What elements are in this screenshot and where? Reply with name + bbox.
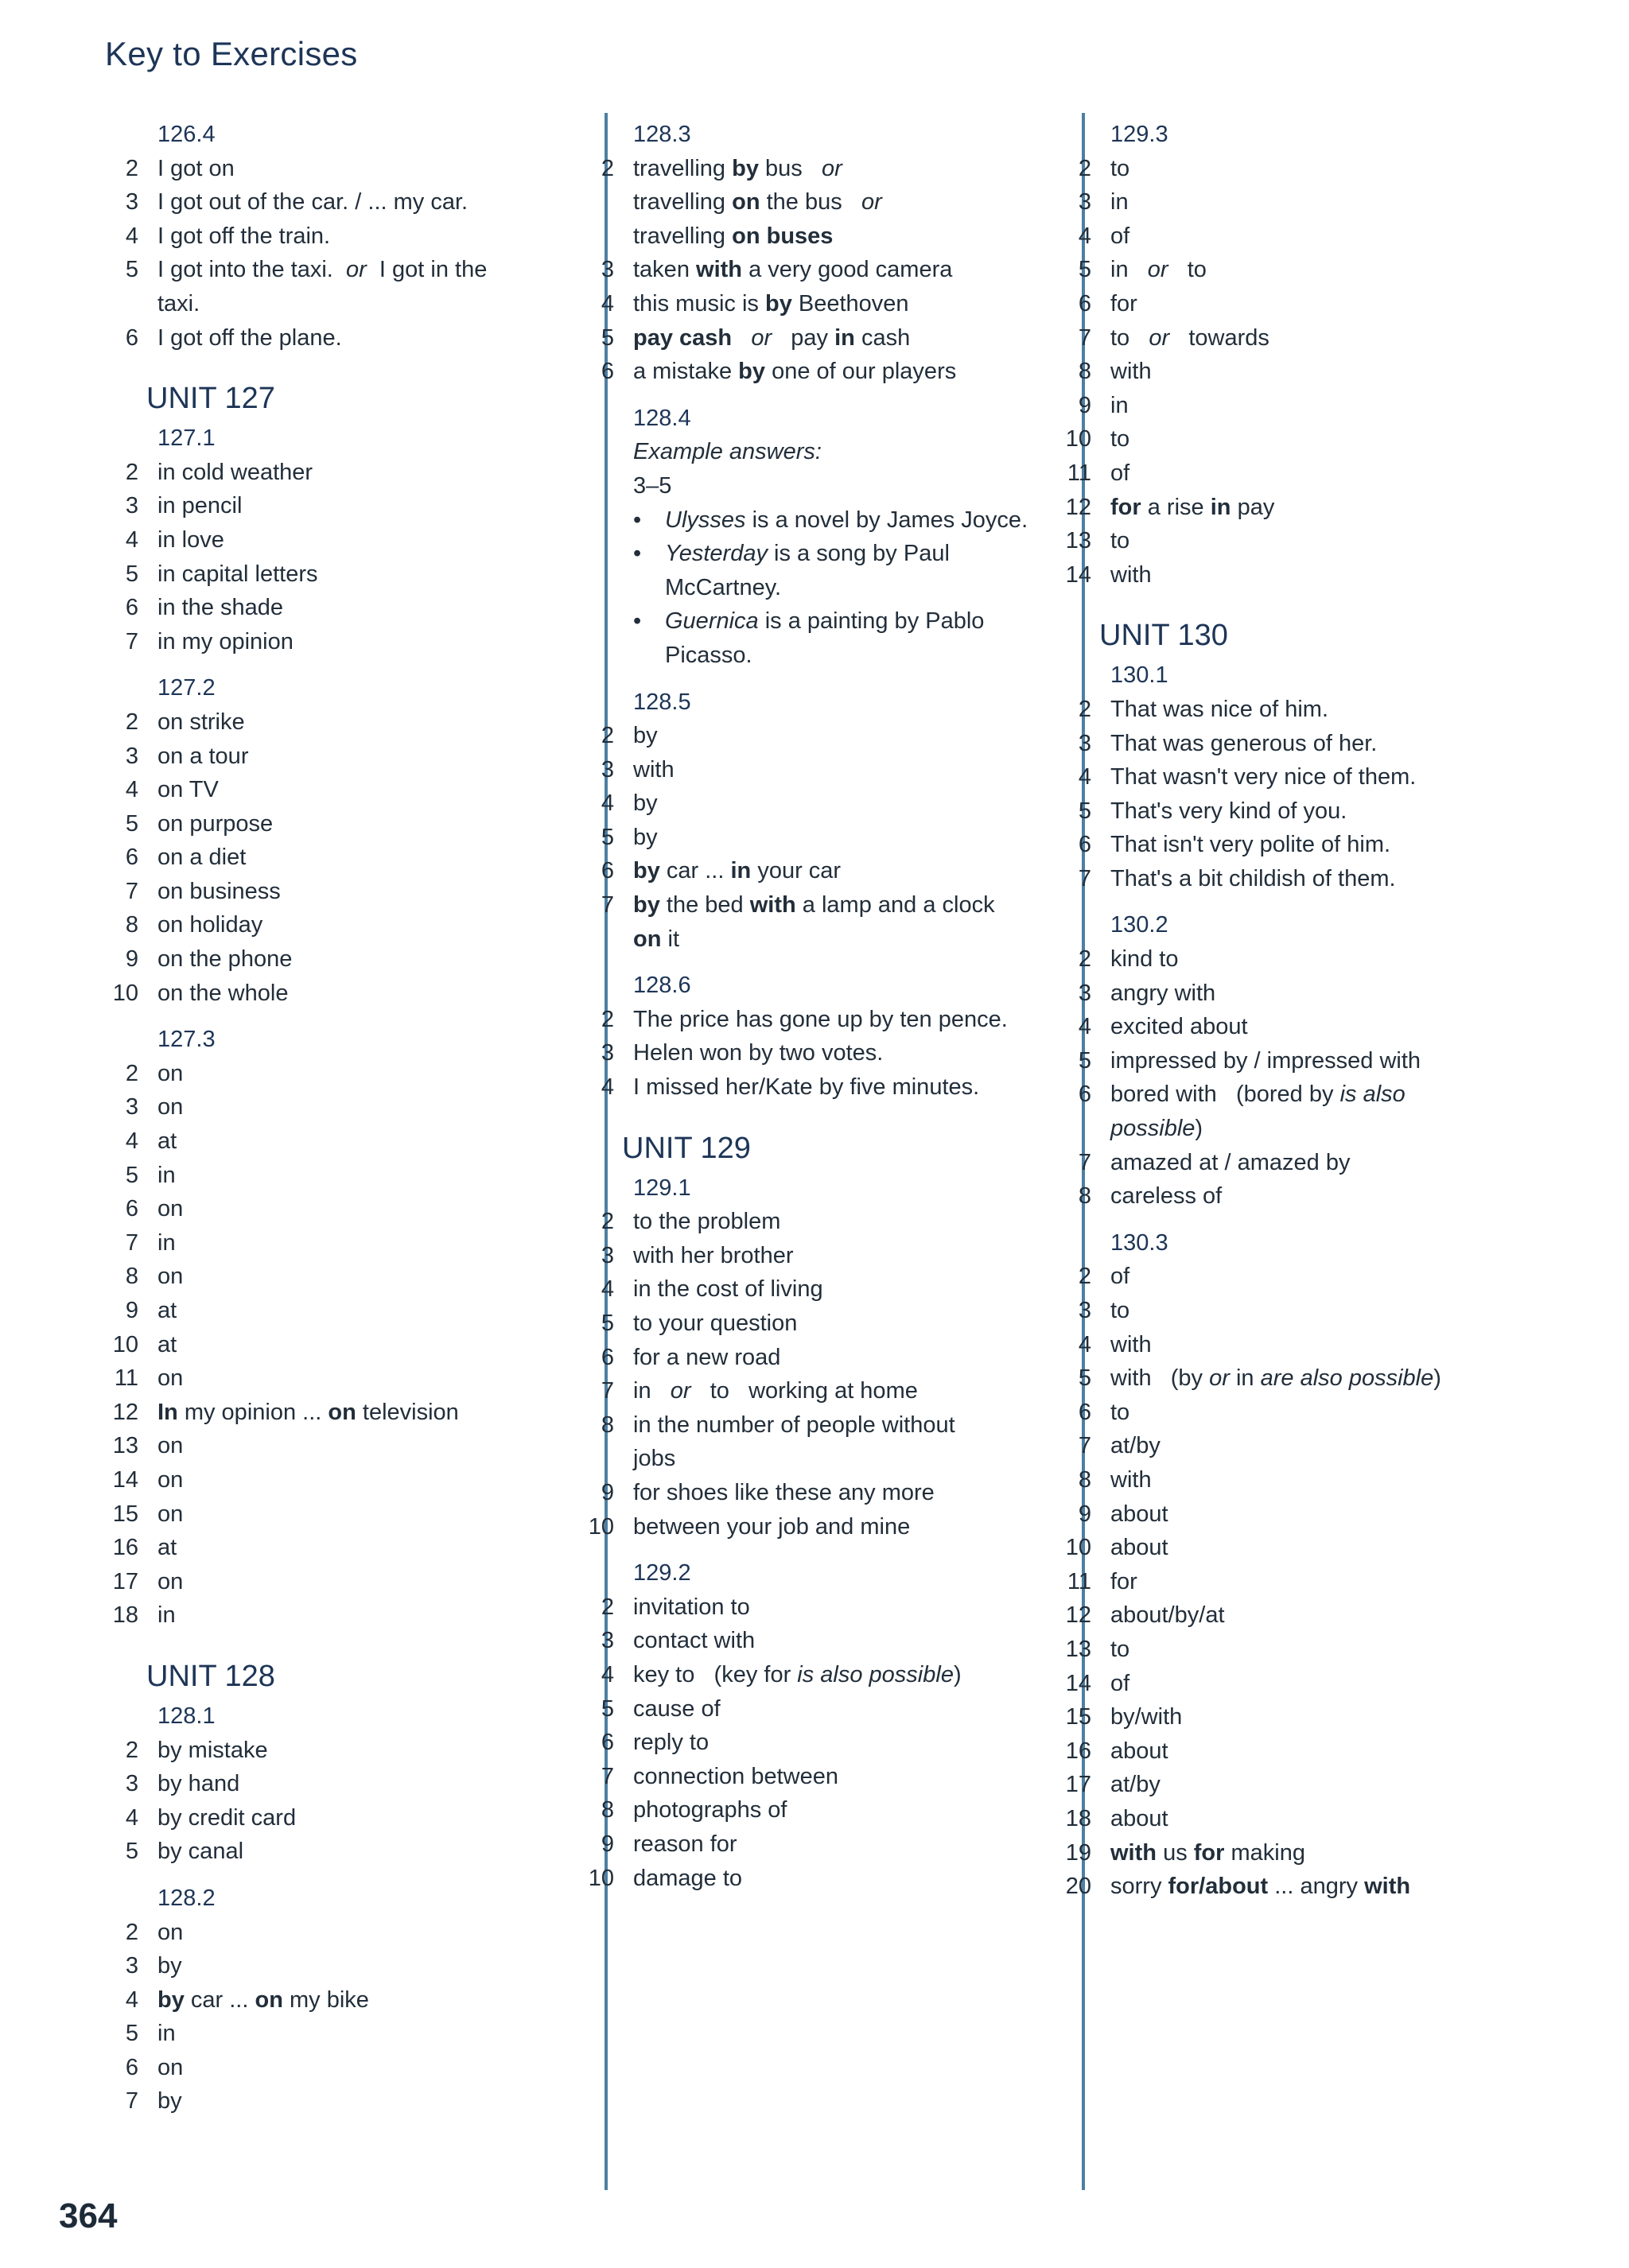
exercise-heading: 128.4 <box>633 405 691 431</box>
answer-line: 13 to <box>1065 528 1130 554</box>
answer-column-2 <box>588 118 1079 1895</box>
answer-line: 18 in <box>112 1602 176 1629</box>
answer-line: 6 by car ... in your car <box>601 858 842 884</box>
answer-line: 11 on <box>114 1365 184 1392</box>
exercise-heading: 128.2 <box>157 1885 216 1911</box>
answer-line: 13 on <box>112 1433 184 1459</box>
answer-line: 2 in cold weather <box>125 459 313 485</box>
answer-column-1 <box>112 118 603 2118</box>
answer-line: 5 I got into the taxi. or I got in the <box>125 257 488 283</box>
exercise-heading: 128.3 <box>633 122 691 147</box>
answer-line: 3 taken with a very good camera <box>601 257 953 283</box>
answer-line: 6 a mistake by one of our players <box>601 359 957 385</box>
answer-line: 8 with <box>1078 359 1152 385</box>
answer-line: 6 on <box>125 1196 184 1222</box>
answer-range: 3–5 <box>633 472 672 499</box>
answer-line: 9 at <box>125 1298 177 1323</box>
answer-line: 9 about <box>1078 1501 1168 1527</box>
answer-line: 11 for <box>1067 1568 1137 1594</box>
answer-line: 7 connection between <box>601 1763 838 1789</box>
answer-line: 15 on <box>112 1501 184 1527</box>
answer-line: 3 on <box>125 1094 184 1120</box>
answer-line: 4 at <box>125 1128 177 1155</box>
answer-line: 2 to the problem <box>601 1209 781 1235</box>
answer-line: 7 amazed at / amazed by <box>1078 1149 1351 1175</box>
answer-line: 10 to <box>1065 426 1130 452</box>
answer-line-continued: travelling on buses <box>633 223 834 249</box>
answer-line: 3 to <box>1078 1298 1130 1323</box>
answer-line: 2 The price has gone up by ten pence. <box>601 1006 1008 1032</box>
answer-line: 15 by/with <box>1065 1704 1183 1730</box>
answer-line: 11 of <box>1067 460 1130 486</box>
answer-line: 9 reason for <box>601 1831 737 1857</box>
answer-line: 17 at/by <box>1065 1772 1161 1798</box>
answer-note: Example answers: <box>633 439 822 465</box>
answer-line: 14 on <box>112 1466 184 1493</box>
answer-line: 5 in <box>125 2021 176 2047</box>
answer-line: 16 about <box>1065 1738 1168 1764</box>
answer-line: 10 at <box>112 1331 177 1357</box>
answer-line: 10 about <box>1065 1535 1168 1561</box>
answer-line: 18 about <box>1065 1805 1168 1831</box>
answer-line: 14 with <box>1065 561 1152 588</box>
exercise-heading: 126.4 <box>157 122 216 147</box>
answer-line: 5 in capital letters <box>125 561 318 587</box>
answer-line: 4 in love <box>125 526 224 553</box>
answer-line: 20 sorry for/about ... angry with <box>1065 1874 1411 1900</box>
answer-bullet: • Ulysses is a novel by James Joyce. <box>633 507 1028 533</box>
answer-line: 4 by credit card <box>125 1804 297 1831</box>
answer-line: 10 between your job and mine <box>588 1513 911 1540</box>
exercise-heading: 128.1 <box>157 1703 216 1729</box>
answer-line: 10 on the whole <box>112 980 289 1006</box>
unit-heading: UNIT 128 <box>146 1659 275 1693</box>
answer-line: 5 in or to <box>1078 257 1207 283</box>
answer-line: 8 careless of <box>1078 1183 1223 1210</box>
answer-line: 6 to <box>1078 1399 1130 1425</box>
exercise-heading: 130.1 <box>1110 662 1168 689</box>
answer-line: 13 to <box>1065 1636 1130 1662</box>
unit-heading: UNIT 127 <box>146 382 275 416</box>
answer-bullet-continued: McCartney. <box>665 574 782 600</box>
answer-bullet: • Guernica is a painting by Pablo <box>633 608 985 635</box>
exercise-heading: 129.2 <box>633 1560 691 1586</box>
answer-line: 12 for a rise in pay <box>1065 494 1275 520</box>
answer-line: 9 on the phone <box>125 946 293 973</box>
answer-line: 9 in <box>1078 392 1129 418</box>
answer-line: 14 of <box>1065 1670 1130 1696</box>
answer-line: 6 bored with (bored by is also <box>1078 1082 1405 1108</box>
answer-line: 5 with (by or in are also possible) <box>1078 1365 1441 1392</box>
answer-line: 8 with <box>1078 1466 1152 1493</box>
answer-line: 7 in my opinion <box>125 628 294 654</box>
answer-line: 6 for <box>1078 290 1137 317</box>
answer-line: 4 by car ... on my bike <box>125 1986 369 2013</box>
answer-line: 2 on strike <box>125 709 245 735</box>
answer-line: 2 on <box>125 1919 184 1945</box>
answer-line: 2 I got on <box>125 155 235 181</box>
answer-line: 3 contact with <box>601 1628 756 1654</box>
answer-line: 8 photographs of <box>601 1797 787 1823</box>
answer-line: 5 That's very kind of you. <box>1078 798 1347 824</box>
answer-line: 12 about/by/at <box>1065 1602 1225 1629</box>
answer-line: 3 I got out of the car. / ... my car. <box>125 189 468 216</box>
answer-line: 16 at <box>112 1535 177 1561</box>
answer-line: 17 on <box>112 1568 184 1594</box>
answer-line: 5 in <box>125 1162 176 1188</box>
answer-line: 8 in the number of people without <box>601 1412 955 1438</box>
answer-line: 4 I got off the train. <box>125 223 331 249</box>
answer-line: 5 cause of <box>601 1695 721 1722</box>
answer-line-continued: travelling on the bus or <box>633 189 882 216</box>
exercise-heading: 128.6 <box>633 973 691 999</box>
answer-line: 2 by <box>601 723 658 749</box>
exercise-heading: 130.2 <box>1110 912 1168 938</box>
answer-line: 2 travelling by bus or <box>601 155 842 181</box>
answer-line: 5 impressed by / impressed with <box>1078 1047 1421 1074</box>
answer-bullet: • Yesterday is a song by Paul <box>633 541 950 567</box>
answer-line: 19 with us for making <box>1065 1839 1305 1866</box>
answer-line: 3 on a tour <box>125 743 249 769</box>
answer-line: 3 in pencil <box>125 493 243 519</box>
exercise-heading: 128.5 <box>633 689 691 715</box>
page-number: 364 <box>59 2196 118 2235</box>
unit-heading: UNIT 130 <box>1099 619 1228 653</box>
answer-line: 7 That's a bit childish of them. <box>1078 865 1396 891</box>
answer-line: 6 reply to <box>601 1730 710 1756</box>
exercise-heading: 127.1 <box>157 425 216 452</box>
exercise-heading: 129.1 <box>633 1175 691 1201</box>
answer-line-continued: taxi. <box>157 290 200 317</box>
answer-line: 4 I missed her/Kate by five minutes. <box>601 1074 980 1101</box>
answer-line: 2 That was nice of him. <box>1078 696 1328 722</box>
answer-line: 2 of <box>1078 1264 1130 1290</box>
answer-line: 5 by canal <box>125 1839 244 1865</box>
answer-line: 3 in <box>1078 189 1129 216</box>
answer-line: 2 to <box>1078 155 1130 181</box>
answer-line: 7 to or towards <box>1078 324 1269 351</box>
answer-line-continued: jobs <box>633 1446 676 1472</box>
answer-line: 10 damage to <box>588 1865 743 1891</box>
answer-line: 9 for shoes like these any more <box>601 1479 935 1505</box>
answer-line: 3 angry with <box>1078 980 1216 1006</box>
answer-line: 8 on <box>125 1264 184 1290</box>
page-title: Key to Exercises <box>105 35 358 72</box>
answer-line: 4 key to (key for is also possible) <box>601 1661 962 1687</box>
answer-line: 6 That isn't very polite of him. <box>1078 832 1391 858</box>
answer-line: 5 pay cash or pay in cash <box>601 324 911 351</box>
answer-line-continued: on it <box>633 926 679 952</box>
answer-line: 2 on <box>125 1060 184 1086</box>
answer-line: 8 on holiday <box>125 912 263 938</box>
exercise-heading: 129.3 <box>1110 122 1168 147</box>
answer-line: 3 with <box>601 756 675 783</box>
answer-line: 6 on a diet <box>125 845 247 871</box>
answer-line: 7 in <box>125 1229 176 1256</box>
answer-line: 5 on purpose <box>125 810 274 837</box>
answer-line: 7 at/by <box>1078 1433 1161 1459</box>
answer-line: 7 in or to working at home <box>601 1378 918 1404</box>
answer-line: 3 by <box>125 1953 182 1979</box>
answer-line: 4 excited about <box>1078 1014 1248 1040</box>
answer-line: 6 on <box>125 2054 184 2080</box>
answer-line: 6 for a new road <box>601 1344 781 1370</box>
answer-line: 4 this music is by Beethoven <box>601 290 909 317</box>
answer-line: 3 by hand <box>125 1771 240 1797</box>
answer-line: 7 by the bed with a lamp and a clock <box>601 892 995 918</box>
answer-line: 4 with <box>1078 1331 1152 1357</box>
answer-line: 5 to your question <box>601 1311 798 1336</box>
answer-line: 3 with her brother <box>601 1242 794 1268</box>
exercise-heading: 127.2 <box>157 675 216 701</box>
answer-line: 7 on business <box>125 878 281 904</box>
answer-line: 4 in the cost of living <box>601 1276 823 1303</box>
answer-line-continued: possible) <box>1110 1116 1203 1142</box>
answer-line: 3 That was generous of her. <box>1078 730 1378 756</box>
answer-line: 2 kind to <box>1078 946 1179 973</box>
exercise-heading: 127.3 <box>157 1027 216 1053</box>
answer-bullet-continued: Picasso. <box>665 642 752 668</box>
answer-line: 3 Helen won by two votes. <box>601 1040 884 1066</box>
answer-line: 12 In my opinion ... on television <box>112 1399 459 1425</box>
answer-line: 6 in the shade <box>125 595 284 621</box>
answer-line: 2 by mistake <box>125 1737 268 1763</box>
unit-heading: UNIT 129 <box>622 1131 751 1165</box>
answer-line: 4 of <box>1078 223 1130 249</box>
answer-line: 6 I got off the plane. <box>125 324 342 351</box>
answer-column-3 <box>1065 118 1556 1904</box>
answer-line: 4 That wasn't very nice of them. <box>1078 764 1417 790</box>
answer-line: 4 on TV <box>125 777 219 803</box>
answer-line: 7 by <box>125 2088 182 2115</box>
exercise-heading: 130.3 <box>1110 1229 1168 1256</box>
answer-line: 2 invitation to <box>601 1594 750 1620</box>
answer-line: 5 by <box>601 824 658 850</box>
answer-line: 4 by <box>601 790 658 817</box>
